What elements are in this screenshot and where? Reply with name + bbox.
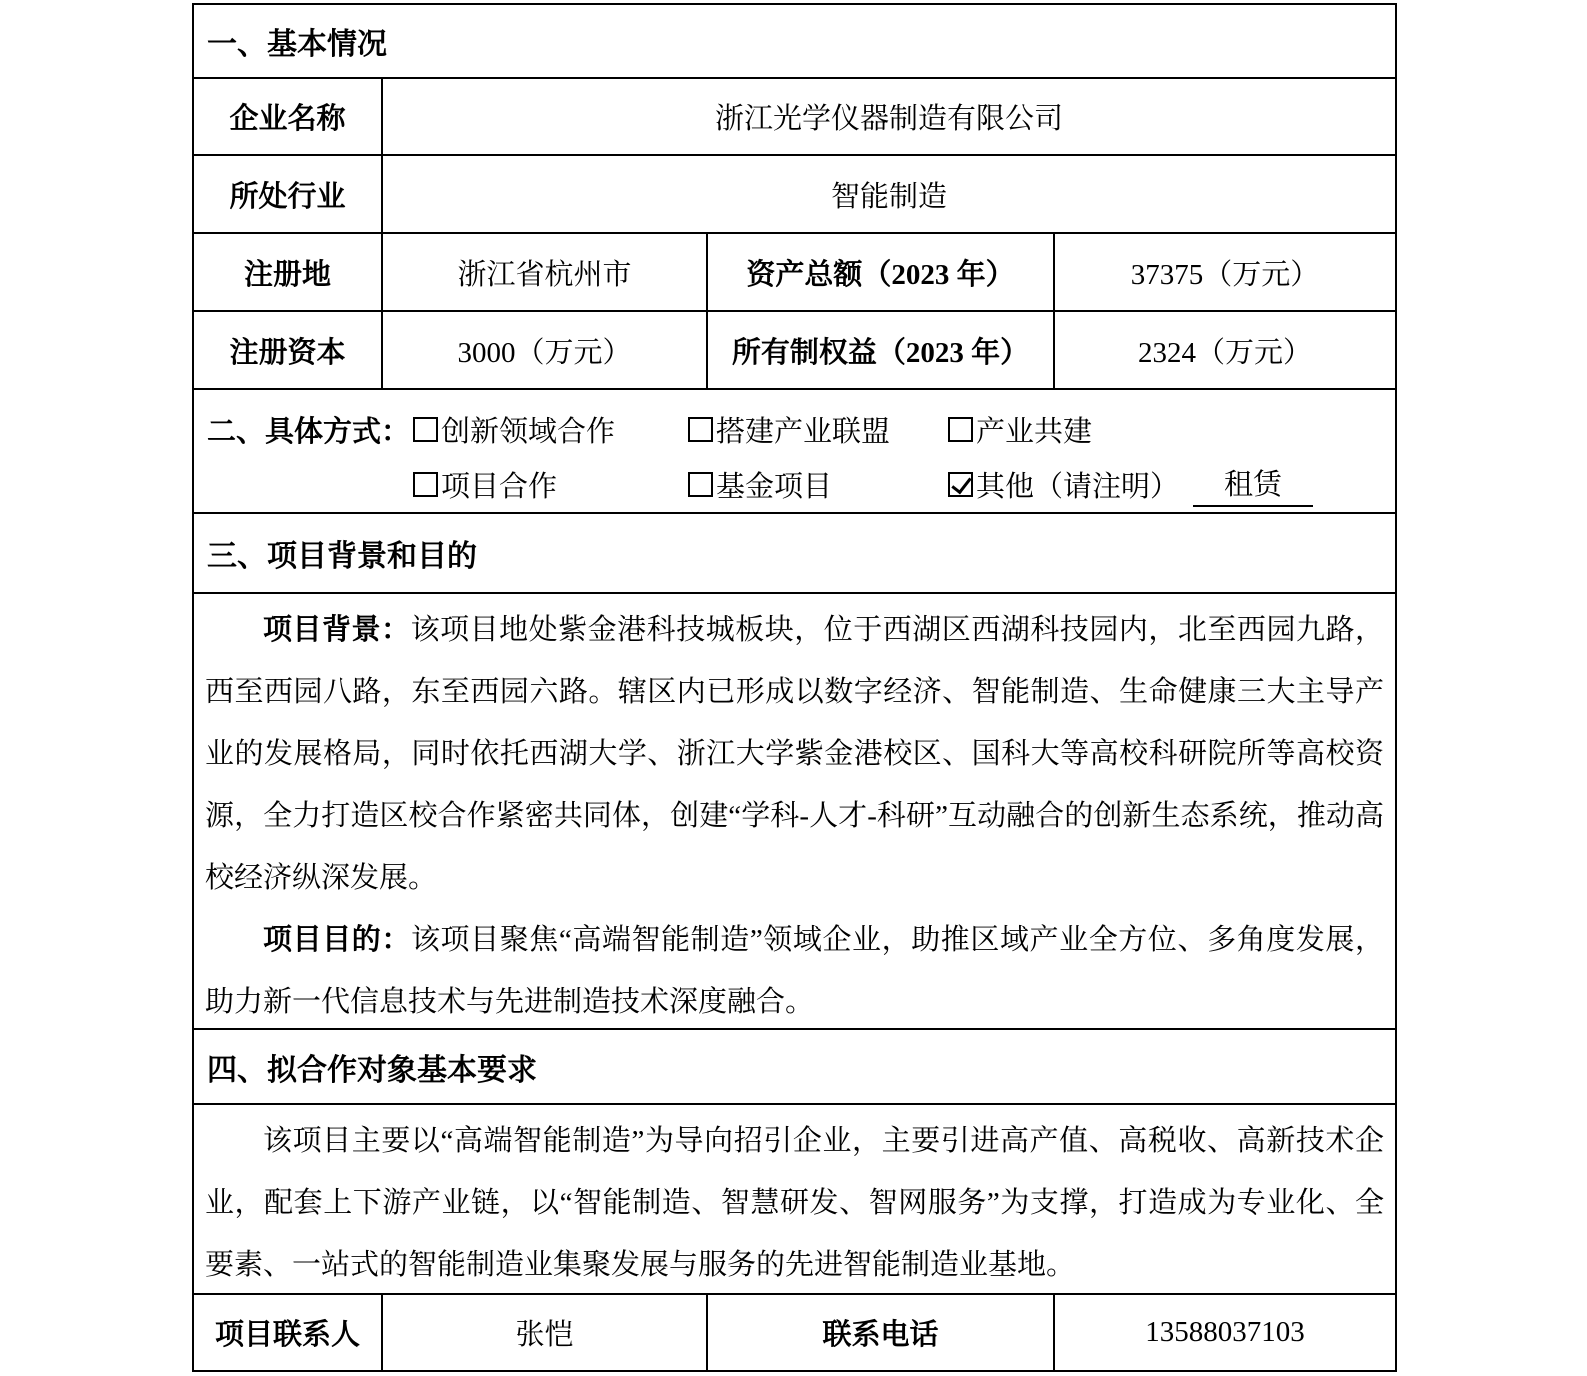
reg-place-value: 浙江省杭州市 [383, 234, 708, 310]
row-industry [194, 156, 1395, 234]
purpose-paragraph [205, 909, 1384, 1033]
section-basic-title: 一、基本情况 [207, 28, 387, 61]
background-lead: 项目背景： [263, 614, 411, 646]
industry-value: 智能制造 [830, 180, 947, 213]
contact-phone-value: 13588037103 [1145, 1316, 1305, 1348]
option-label: 项目合作 [441, 471, 558, 503]
checkbox-icon[interactable] [413, 417, 438, 442]
option-industry-cobuild[interactable] [948, 409, 1395, 450]
option-project-cooperation[interactable] [413, 464, 688, 505]
method-lead-label: 二、具体方式： [207, 416, 411, 448]
section-background-body [194, 594, 1395, 1030]
method-options-line-2 [207, 457, 1395, 512]
industry-label: 所处行业 [194, 156, 383, 232]
option-other[interactable] [948, 462, 1395, 507]
contact-phone-label: 联系电话 [708, 1295, 1055, 1370]
row-registration-place [194, 234, 1395, 312]
section-method [194, 390, 1395, 514]
checkbox-icon[interactable] [948, 417, 973, 442]
option-label: 产业共建 [976, 416, 1093, 448]
row-registered-capital [194, 312, 1395, 390]
company-name-value: 浙江光学仪器制造有限公司 [714, 103, 1063, 135]
purpose-lead: 项目目的： [263, 924, 411, 956]
contact-name-label: 项目联系人 [194, 1295, 383, 1370]
project-info-form [192, 3, 1397, 1372]
total-assets-label: 资产总额（2023 年） [708, 234, 1055, 310]
contact-name-value: 张恺 [383, 1295, 708, 1370]
section-requirements-title: 四、拟合作对象基本要求 [207, 1053, 537, 1087]
checkbox-icon[interactable] [688, 417, 713, 442]
row-contact [194, 1295, 1395, 1370]
section-basic-header [194, 5, 1395, 79]
requirements-paragraph: 该项目主要以“高端智能制造”为导向招引企业，主要引进高产值、高税收、高新技术企业，配套上下游产业链，以“智能制造、智慧研发、智网服务”为支撑，打造成为专业化、全要素、一站式的智能制造业集聚发展与服务的先进智能制造业基地。 [205, 1125, 1384, 1281]
section-background-header [194, 514, 1395, 594]
section-background-title: 三、项目背景和目的 [207, 540, 477, 573]
option-label: 搭建产业联盟 [716, 416, 891, 448]
ownership-equity-label: 所有制权益（2023 年） [708, 312, 1055, 388]
method-options-line-1 [207, 402, 1395, 457]
reg-capital-label: 注册资本 [194, 312, 383, 388]
option-label: 创新领域合作 [441, 416, 616, 448]
section-requirements-header [194, 1030, 1395, 1105]
background-text: 该项目地处紫金港科技城板块，位于西湖区西湖科技园内，北至西园九路，西至西园八路，东至西园六路。辖区内已形成以数字经济、智能制造、生命健康三大主导产业的发展格局，同时依托西湖大学、浙江大学紫金港校区、国科大等高校科研院所等高校资源，全力打造区校合作紧密共同体，创建“学科-人才-科研”互动融合的创新生态系统，推动高校经济纵深发展。 [205, 614, 1384, 894]
other-note-blank[interactable]: 租赁 [1193, 462, 1313, 507]
reg-place-label: 注册地 [194, 234, 383, 310]
company-name-label: 企业名称 [194, 79, 383, 154]
background-paragraph [205, 599, 1384, 909]
option-label: 基金项目 [716, 471, 833, 503]
checkbox-checked-icon[interactable] [948, 472, 973, 497]
option-fund-project[interactable] [688, 464, 948, 505]
option-industry-alliance[interactable] [688, 409, 948, 450]
reg-capital-value: 3000（万元） [383, 312, 708, 388]
option-label: 其他（请注明） [976, 471, 1180, 503]
purpose-text: 该项目聚焦“高端智能制造”领域企业，助推区域产业全方位、多角度发展，助力新一代信息技术与先进制造技术深度融合。 [205, 924, 1384, 1018]
checkbox-icon[interactable] [413, 472, 438, 497]
checkbox-icon[interactable] [688, 472, 713, 497]
option-innovation-cooperation[interactable] [413, 409, 688, 450]
section-requirements-body [194, 1105, 1395, 1295]
ownership-equity-value: 2324（万元） [1137, 336, 1312, 369]
total-assets-value: 37375（万元） [1130, 258, 1320, 291]
row-company-name [194, 79, 1395, 156]
